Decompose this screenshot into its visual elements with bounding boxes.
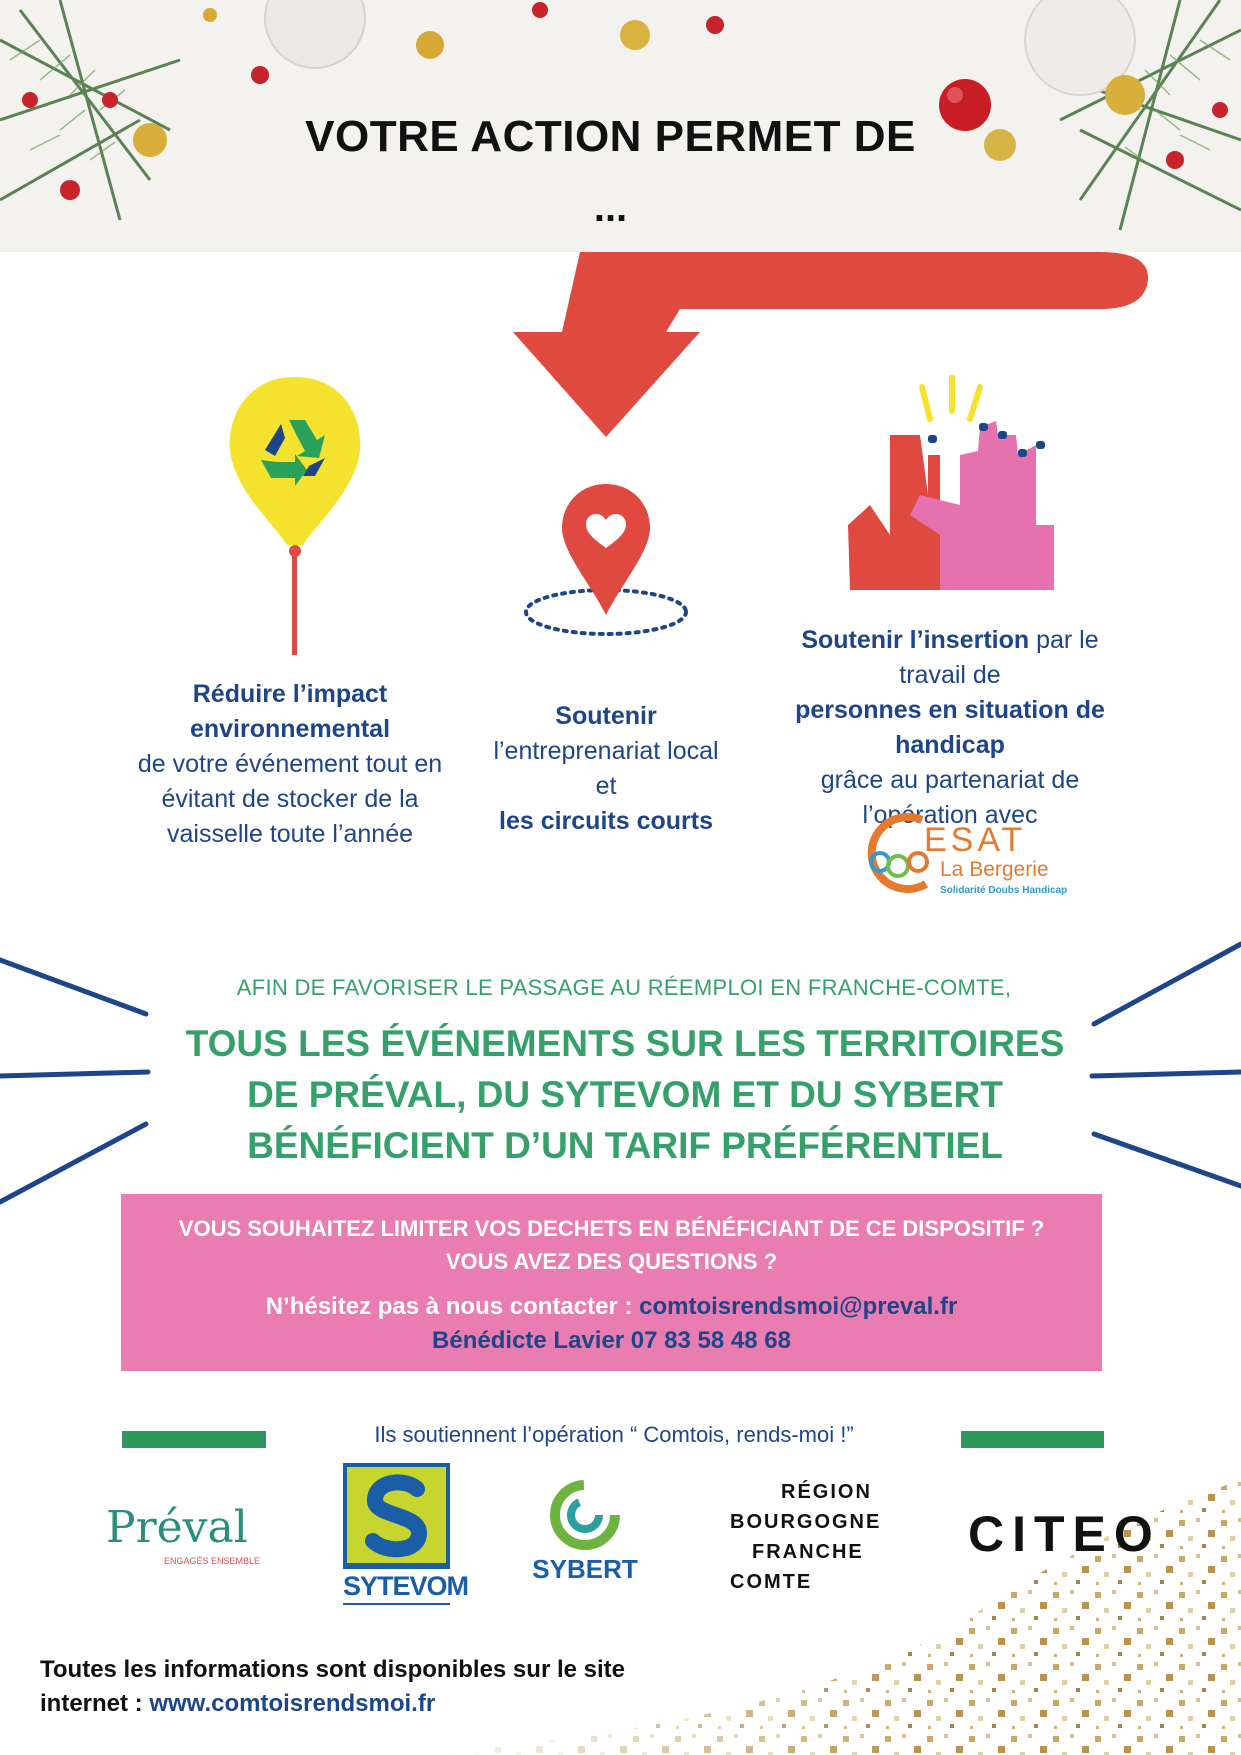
preval-logo [106, 1502, 266, 1574]
red-arrow-icon [500, 252, 1160, 452]
location-heart-icon [520, 480, 692, 640]
burst-lines-right [1080, 930, 1241, 1190]
page-title-ellipsis: ... [593, 186, 628, 230]
high-five-icon [840, 375, 1060, 595]
preval-logo-tag: ENGAGÉS ENSEMBLE [164, 1556, 261, 1566]
benefit-environment-text: de votre événement tout en évitant de stocker de la vaisselle toute l’année [137, 750, 443, 848]
footer-text-2: internet : [40, 1690, 143, 1717]
region-line2: BOURGOGNE [730, 1511, 882, 1533]
preval-logo-text: Préval [106, 1502, 248, 1553]
region-line3: FRANCHE [752, 1541, 864, 1563]
benefit-insertion-text1: par le travail de [899, 626, 1099, 689]
contact-question-1: VOUS SOUHAITEZ LIMITER VOS DECHETS EN BÉNÉFICIANT DE CE DISPOSITIF ? [178, 1216, 1045, 1241]
benefit-environment-title: Réduire l’impact environnemental [189, 680, 391, 743]
esat-tagline: Solidarité Doubs Handicap [940, 885, 1068, 896]
announcement-line1: TOUS LES ÉVÉNEMENTS SUR LES TERRITOIRES [185, 1023, 1065, 1064]
benefit-insertion-title: Soutenir l’insertion [801, 626, 1030, 654]
sybert-logo-text: SYBERT [532, 1554, 638, 1584]
announcement-headline [150, 1018, 1100, 1171]
supporters-label: Ils soutiennent l’opération “ Comtois, rends-moi !” [374, 1422, 854, 1447]
sytevom-s-icon [347, 1467, 446, 1563]
page-title: VOTRE ACTION PERMET DE [305, 112, 916, 161]
footer-website-link[interactable]: www.comtoisrendsmoi.fr [149, 1690, 436, 1717]
benefit-local-title: Soutenir [555, 702, 657, 730]
burst-lines-left [0, 930, 160, 1220]
benefit-local-text: l’entreprenariat local et [493, 737, 719, 800]
contact-cta-line [121, 1293, 1102, 1321]
benefit-insertion-people: personnes en situation de handicap [795, 696, 1105, 759]
citeo-logo: CITEO [968, 1506, 1161, 1562]
footer-text-1: Toutes les informations sont disponibles sur le site [40, 1656, 625, 1683]
announcement-line2: DE PRÉVAL, DU SYTEVOM ET DU SYBERT [247, 1074, 1003, 1115]
sybert-swirl-icon [550, 1480, 620, 1550]
region-line4: COMTE [730, 1571, 813, 1593]
sybert-logo [530, 1480, 640, 1592]
footer-info [40, 1653, 625, 1721]
contact-question-2: VOUS AVEZ DES QUESTIONS ? [445, 1249, 778, 1274]
region-logo [716, 1465, 886, 1605]
benefit-insertion [780, 623, 1120, 833]
contact-box [121, 1194, 1102, 1371]
footer-line-2 [40, 1687, 625, 1721]
esat-logo [862, 810, 1068, 905]
benefit-local [486, 699, 726, 839]
sytevom-logo-mark [347, 1467, 446, 1563]
benefit-insertion-text2: grâce au partenariat de l’opération avec [820, 766, 1080, 829]
benefit-environment [135, 677, 445, 852]
benefit-insertion-line1 [780, 623, 1120, 693]
contact-email-link[interactable]: comtoisrendsmoi@preval.fr [639, 1293, 958, 1320]
region-line1: RÉGION [781, 1481, 872, 1503]
sytevom-logo-text: SYTEVOM [343, 1571, 469, 1601]
divider-right [961, 1431, 1104, 1448]
announcement-line3: BÉNÉFICIENT D’UN TARIF PRÉFÉRENTIEL [247, 1125, 1003, 1166]
esat-name: ESAT [924, 821, 1027, 859]
announcement-intro: AFIN DE FAVORISER LE PASSAGE AU RÉEMPLOI EN FRANCHE-COMTE, [236, 975, 1012, 1000]
contact-cta: N’hésitez pas à nous contacter : [265, 1293, 633, 1320]
recycle-balloon-icon [225, 375, 365, 660]
esat-sub: La Bergerie [940, 858, 1049, 881]
benefit-local-circuits: les circuits courts [499, 807, 713, 835]
contact-person: Bénédicte Lavier 07 83 58 48 68 [432, 1327, 791, 1354]
sytevom-logo [343, 1463, 469, 1605]
